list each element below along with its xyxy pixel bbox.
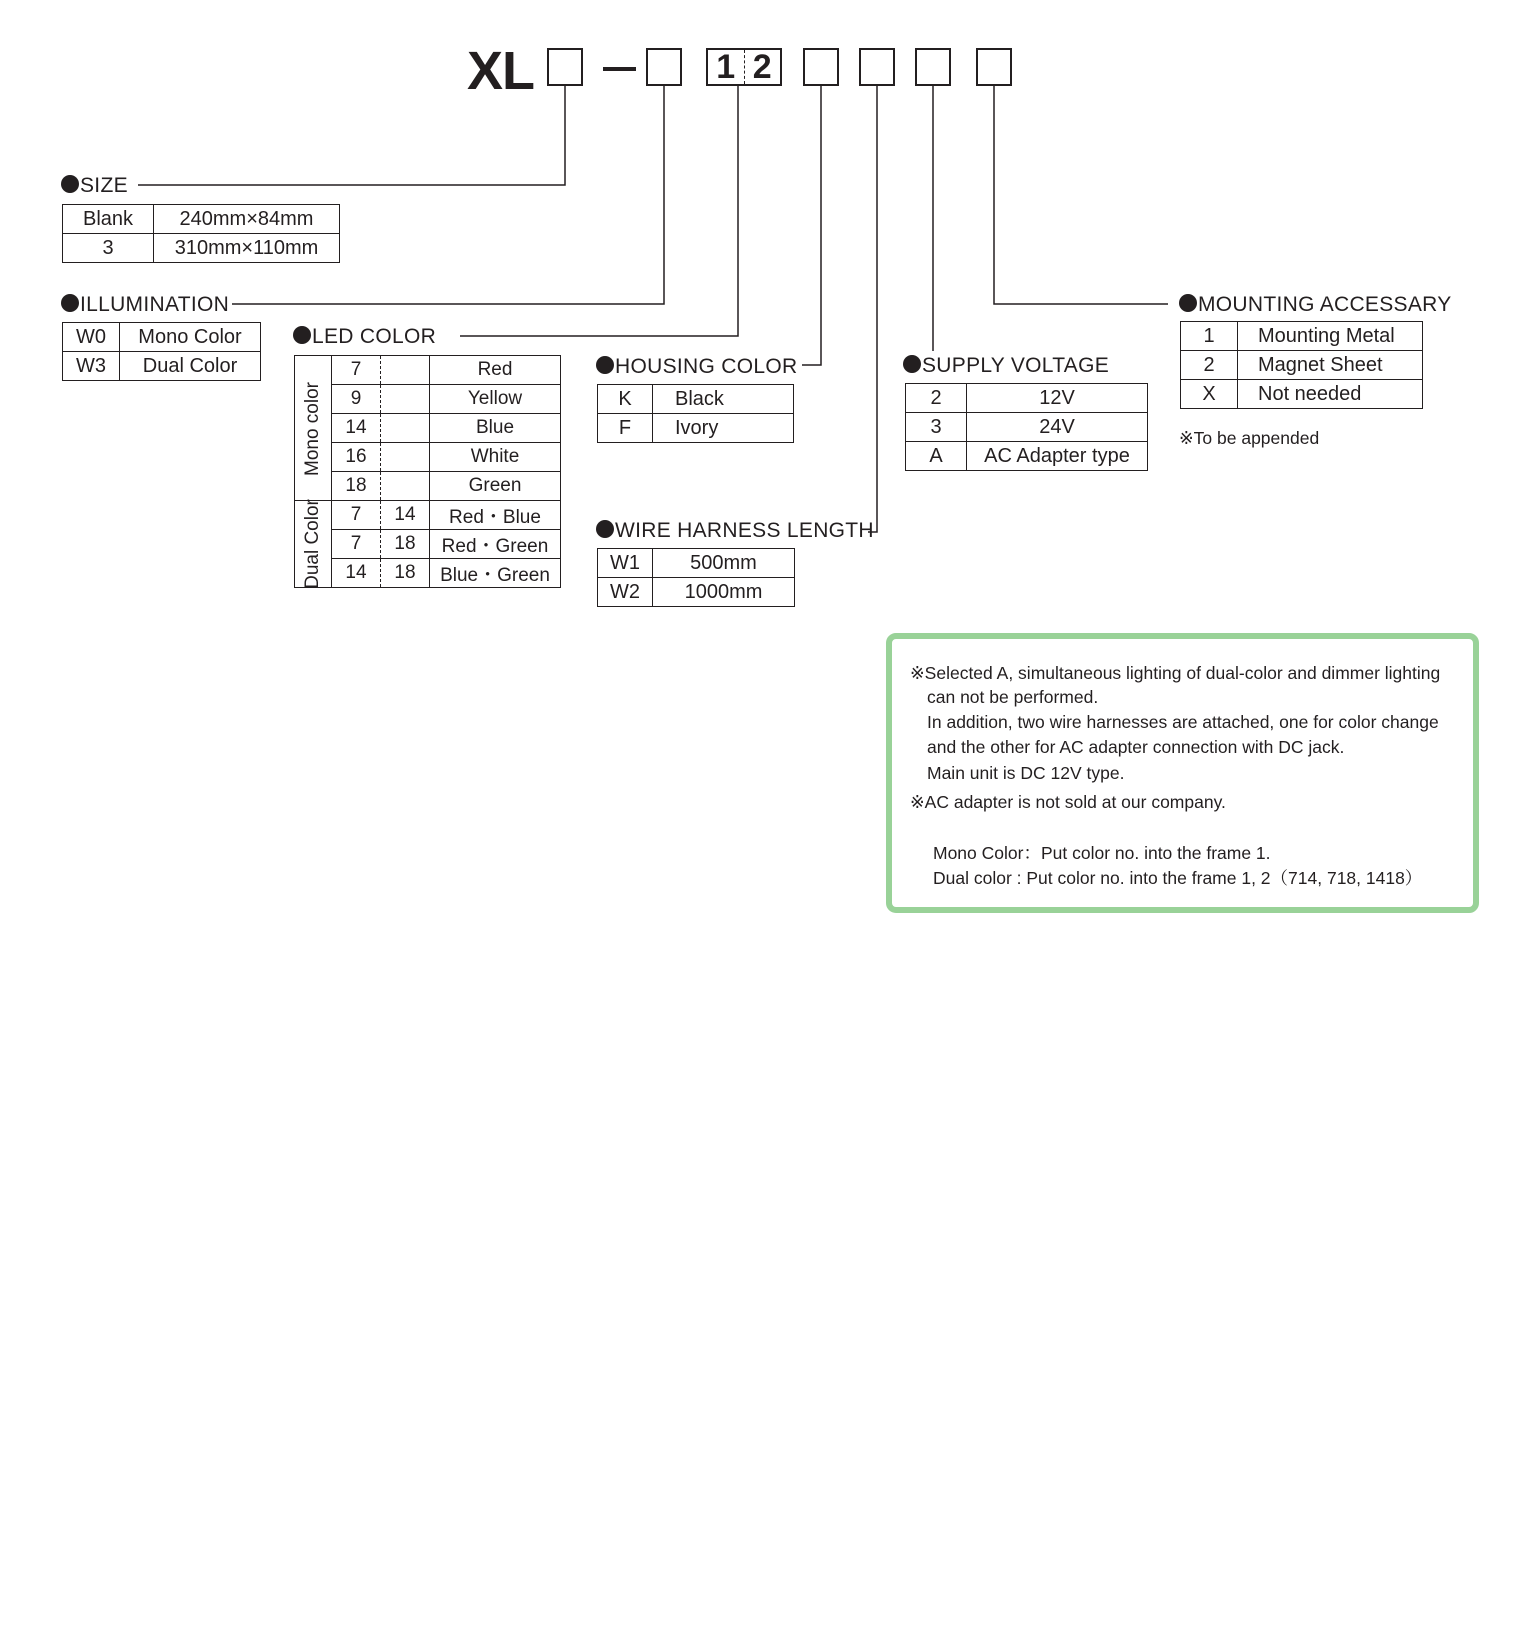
bullet-icon	[903, 355, 921, 373]
voltage-code: A	[906, 442, 967, 471]
housing-value: Ivory	[653, 414, 794, 443]
dual-color-label: Dual Color	[302, 499, 323, 589]
supply-voltage-heading: SUPPLY VOLTAGE	[903, 354, 1109, 378]
table-row	[598, 385, 794, 414]
mounting-table	[1180, 321, 1423, 409]
led-frame1-code: 7	[332, 530, 381, 559]
code-box-led-color	[706, 48, 782, 86]
led-color-name: Blue	[430, 414, 561, 443]
led-frame1-code: 7	[332, 356, 381, 385]
illumination-value: Mono Color	[120, 323, 261, 352]
led-frame1-code: 7	[332, 501, 381, 530]
illumination-heading: ILLUMINATION	[61, 293, 229, 317]
table-row	[295, 443, 561, 472]
code-box-illumination	[646, 48, 682, 86]
bullet-icon	[61, 294, 79, 312]
supply-voltage-table	[905, 383, 1148, 471]
code-box-wire-harness	[859, 48, 895, 86]
notes-box	[886, 633, 1479, 913]
size-value: 310mm×110mm	[154, 234, 340, 263]
led-color-name: White	[430, 443, 561, 472]
housing-color-heading: HOUSING COLOR	[596, 355, 797, 379]
size-heading: SIZE	[61, 174, 128, 198]
led-frame1-code: 14	[332, 559, 381, 588]
table-row	[295, 501, 561, 530]
led-frame-1: 1	[708, 50, 745, 84]
table-row	[295, 356, 561, 385]
table-row	[295, 559, 561, 588]
table-row	[906, 384, 1148, 413]
wire-value: 500mm	[653, 549, 795, 578]
bullet-icon	[1179, 294, 1197, 312]
note-line: In addition, two wire harnesses are attached, one for color change	[927, 712, 1439, 732]
note-line: ※AC adapter is not sold at our company.	[910, 792, 1226, 812]
note-line: and the other for AC adapter connection with DC jack.	[927, 737, 1345, 757]
dual-color-group	[295, 501, 332, 588]
note-line: ※Selected A, simultaneous lighting of dual-color and dimmer lighting	[910, 663, 1441, 683]
mono-color-group	[295, 356, 332, 501]
led-frame2-code	[381, 414, 430, 443]
table-row	[295, 414, 561, 443]
table-row	[1181, 322, 1423, 351]
led-frame1-code: 16	[332, 443, 381, 472]
voltage-value: AC Adapter type	[967, 442, 1148, 471]
model-code-prefix: XL	[467, 41, 535, 101]
wire-harness-heading: WIRE HARNESS LENGTH	[596, 519, 874, 543]
voltage-value: 12V	[967, 384, 1148, 413]
voltage-code: 3	[906, 413, 967, 442]
code-box-housing-color	[803, 48, 839, 86]
led-frame2-code	[381, 472, 430, 501]
wire-code: W2	[598, 578, 653, 607]
led-color-name: Red・Blue	[430, 501, 561, 530]
led-frame2-code	[381, 356, 430, 385]
code-box-supply-voltage	[915, 48, 951, 86]
led-color-name: Red・Green	[430, 530, 561, 559]
table-row	[63, 352, 261, 381]
mounting-heading: MOUNTING ACCESSARY	[1179, 293, 1452, 317]
housing-code: K	[598, 385, 653, 414]
led-color-name: Green	[430, 472, 561, 501]
housing-value: Black	[653, 385, 794, 414]
note-line: Dual color : Put color no. into the frame 1, 2（714, 718, 1418）	[933, 868, 1423, 888]
table-row	[598, 549, 795, 578]
code-box-mounting	[976, 48, 1012, 86]
led-color-name: Red	[430, 356, 561, 385]
led-frame2-code: 18	[381, 559, 430, 588]
led-frame1-code: 9	[332, 385, 381, 414]
bullet-icon	[293, 326, 311, 344]
mounting-value: Magnet Sheet	[1238, 351, 1423, 380]
size-code: Blank	[63, 205, 154, 234]
wire-value: 1000mm	[653, 578, 795, 607]
led-frame2-code: 18	[381, 530, 430, 559]
led-color-name: Yellow	[430, 385, 561, 414]
illumination-code: W0	[63, 323, 120, 352]
size-value: 240mm×84mm	[154, 205, 340, 234]
led-color-table	[294, 355, 561, 588]
table-row	[63, 323, 261, 352]
table-row	[1181, 380, 1423, 409]
mounting-code: 2	[1181, 351, 1238, 380]
mounting-note: ※To be appended	[1179, 428, 1320, 448]
mounting-code: 1	[1181, 322, 1238, 351]
mounting-code: X	[1181, 380, 1238, 409]
bullet-icon	[596, 520, 614, 538]
note-line: can not be performed.	[927, 687, 1099, 707]
housing-color-table	[597, 384, 794, 443]
wire-harness-table	[597, 548, 795, 607]
housing-code: F	[598, 414, 653, 443]
note-line: Mono Color：Put color no. into the frame 1.	[933, 843, 1271, 863]
illumination-code: W3	[63, 352, 120, 381]
code-box-size	[547, 48, 583, 86]
led-color-name: Blue・Green	[430, 559, 561, 588]
illumination-table	[62, 322, 261, 381]
table-row	[598, 414, 794, 443]
mounting-value: Mounting Metal	[1238, 322, 1423, 351]
size-code: 3	[63, 234, 154, 263]
table-row	[906, 413, 1148, 442]
table-row	[598, 578, 795, 607]
voltage-value: 24V	[967, 413, 1148, 442]
table-row	[295, 385, 561, 414]
mounting-value: Not needed	[1238, 380, 1423, 409]
table-row	[63, 205, 340, 234]
led-frame1-code: 14	[332, 414, 381, 443]
voltage-code: 2	[906, 384, 967, 413]
table-row	[1181, 351, 1423, 380]
code-dash	[603, 67, 636, 71]
table-row	[295, 472, 561, 501]
wire-code: W1	[598, 549, 653, 578]
led-color-heading: LED COLOR	[293, 325, 436, 349]
led-frame2-code: 14	[381, 501, 430, 530]
led-frame1-code: 18	[332, 472, 381, 501]
table-row	[295, 530, 561, 559]
bullet-icon	[61, 175, 79, 193]
illumination-value: Dual Color	[120, 352, 261, 381]
mono-color-label: Mono color	[302, 382, 323, 476]
note-line: Main unit is DC 12V type.	[927, 763, 1125, 783]
table-row	[63, 234, 340, 263]
bullet-icon	[596, 356, 614, 374]
table-row	[906, 442, 1148, 471]
led-frame2-code	[381, 385, 430, 414]
led-frame-2: 2	[752, 48, 772, 86]
size-table	[62, 204, 340, 263]
led-frame2-code	[381, 443, 430, 472]
